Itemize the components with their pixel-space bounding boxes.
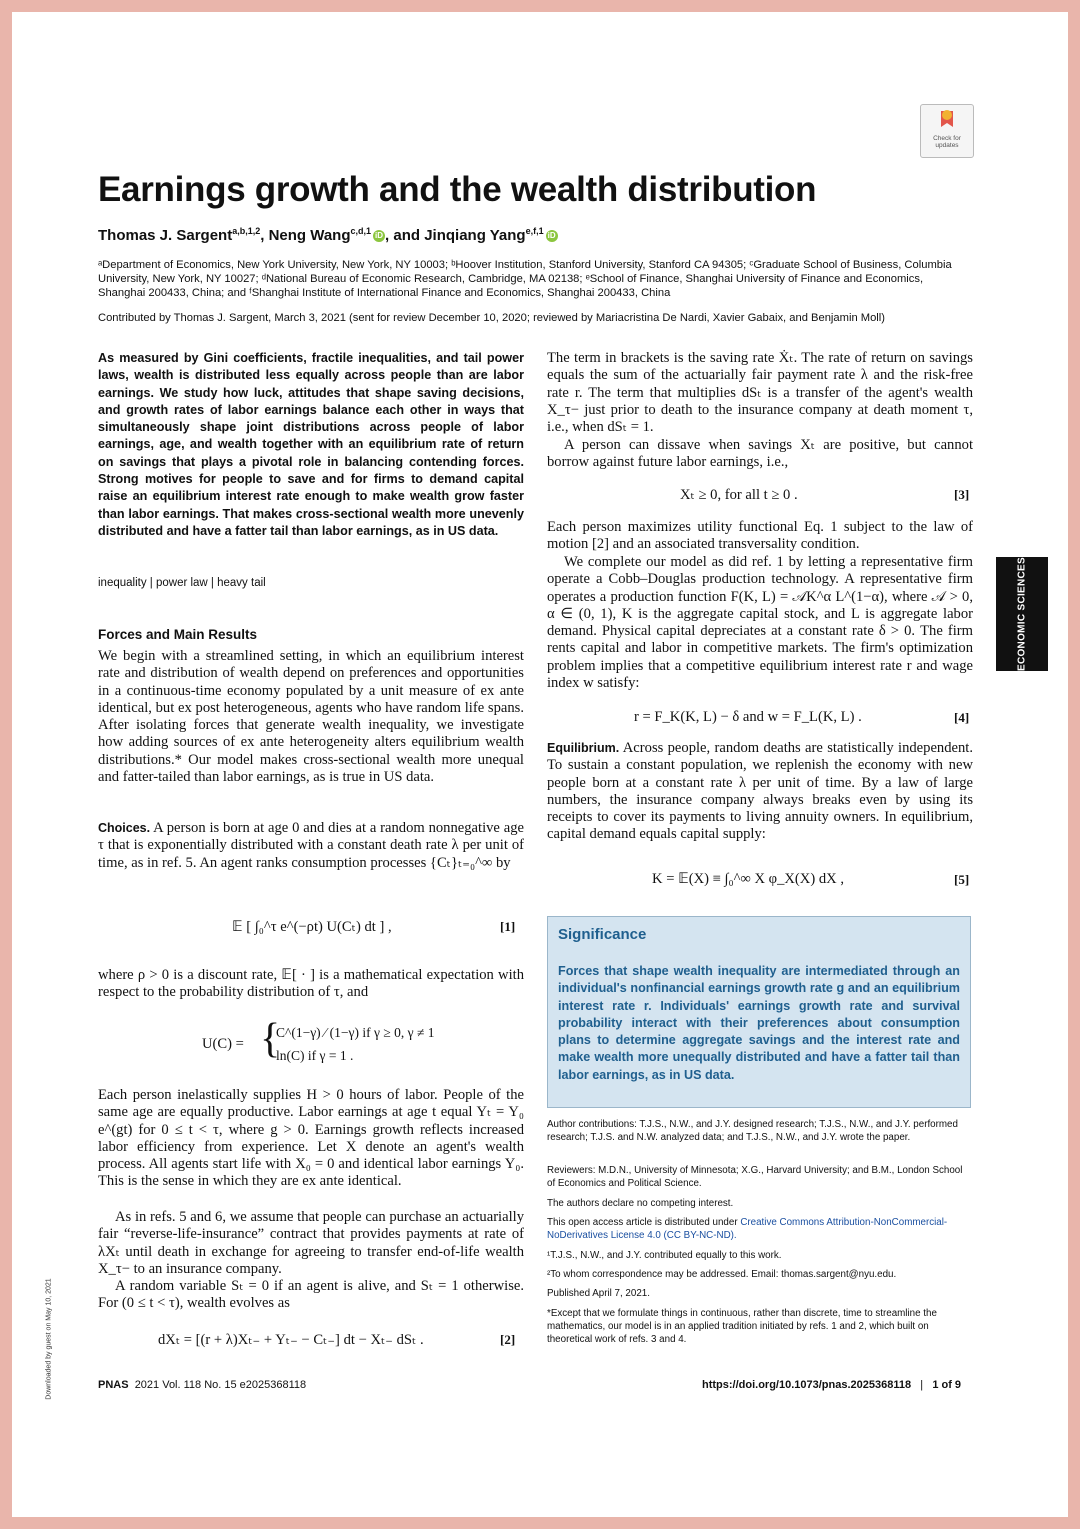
journal-name: PNAS xyxy=(98,1379,129,1391)
doi-link[interactable]: https://doi.org/10.1073/pnas.2025368118 xyxy=(702,1379,912,1391)
equation-5-number: [5] xyxy=(954,872,970,887)
orcid-icon[interactable]: iD xyxy=(547,231,556,241)
equation-utility-case-1: C^(1−γ) ⁄ (1−γ) if γ ≥ 0, γ ≠ 1 xyxy=(276,1025,435,1040)
right-paragraph-3: Each person maximizes utility functional Eq. 1 subject to the law of motion [2] and an associated transversality condition. xyxy=(547,519,973,553)
left-paragraph-5: A random variable Sₜ = 0 if an agent is alive, and Sₜ = 1 otherwise. For (0 ≤ t < τ), wealth evolves as xyxy=(98,1278,524,1312)
keywords: inequality | power law | heavy tail xyxy=(98,577,266,589)
paper-title: Earnings growth and the wealth distribution xyxy=(98,170,817,209)
orcid-icon[interactable]: iD xyxy=(375,231,384,241)
significance-heading: Significance xyxy=(558,926,647,943)
choices-paragraph: Choices. A person is born at age 0 and dies at a random nonnegative age τ that is exponentially distributed with a constant death rate λ per unit of time, as in ref. 5. An agent ranks consumption processes {Cₜ}ₜ₌₀^∞ by xyxy=(98,820,524,871)
equation-3-number: [3] xyxy=(954,487,970,502)
published-date: Published April 7, 2021. xyxy=(547,1288,650,1299)
left-paragraph-1: We begin with a streamlined setting, in which an equilibrium interest rate and distribution of wealth depend on preferences and opportunities in a continuous-time economy populated by a unit measure of ex ante identical, but ex post heterogeneous, agents who have random life spans. After isolating forces that generate wealth inequality, we investigate how adding sources of ex ante heterogeneity alters equilibrium wealth distributions.* Our model makes cross-sectional wealth more unequal and fatter-tailed than labor earnings, as is true in US data. xyxy=(98,648,524,786)
right-paragraph-1: The term in brackets is the saving rate Ẋₜ. The rate of return on savings equals the sum of the actuarially fair payment rate λ and the risk-free rate r. The term that multiplies dSₜ is a transfer of the agent's wealth X_τ− just prior to death to the insurance company at death moment τ, i.e., when dSₜ = 1. xyxy=(547,350,973,436)
badge-label: Check for updates xyxy=(933,135,961,149)
left-paragraph-3: Each person inelastically supplies H > 0 hours of labor. People of the same age are equally productive. Labor earnings at age t equal Yₜ = Y₀ e^(gt) for 0 ≤ t < τ, where g > 0. Earnings growth reflects increased labor efficiency from experience. Let X denote an agent's wealth process. All agents start life with X₀ = 0 and identical labor earnings Y₀. This is the sense in which they are ex ante identical. xyxy=(98,1087,524,1190)
choices-heading: Choices. xyxy=(98,821,151,835)
author-name[interactable]: Neng Wang xyxy=(268,227,351,244)
competing-interest-note: The authors declare no competing interest. xyxy=(547,1198,734,1209)
journal-footer: PNAS 2021 Vol. 118 No. 15 e2025368118 xyxy=(98,1379,307,1391)
equation-1-number: [1] xyxy=(500,919,516,934)
page-number: 1 of 9 xyxy=(932,1379,962,1391)
equation-utility-case-2: ln(C) if γ = 1 . xyxy=(276,1048,354,1063)
right-paragraph-4: We complete our model as did ref. 1 by letting a representative firm operate a Cobb–Douglas production technology. A representative firm operates a production function F(K, L) = 𝒜K^α L^(1−α), where 𝒜 > 0, α ∈ (0, 1), K is the aggregate capital stock, and L is aggregate labor demand. Physical capital depreciates at a constant rate δ > 0. The firm rents capital and labor in competitive markets. The firm's optimization problem implies that a competitive equilibrium interest rate r and wage index w satisfy: xyxy=(547,554,973,692)
abstract: As measured by Gini coefficients, fractile inequalities, and tail power laws, wealth is distributed less equally across people than are labor earnings. We study how luck, attitudes that shape saving decisions, and growth rates of labor earnings balance each other in ways that simultaneously shape joint distributions across people of labor earnings, age, and wealth together with an equilibrium rate of return on savings that plays a pivotal role in balancing contending forces. Strong motives for people to save and for firms to demand capital raise an equilibrium interest rate enough to make wealth grow faster than labor earnings. That makes cross-sectional wealth more unevenly distributed and have a fatter tail than labor earnings, as in US data. xyxy=(98,351,524,538)
doi-footer: https://doi.org/10.1073/pnas.2025368118 | 1 of 9 xyxy=(702,1379,962,1391)
footnote-star: *Except that we formulate things in continuous, rather than discrete, time to streamline the mathematics, our model is in an applied tradition initiated by refs. 1 and 2, which built on theoretical work of refs. 3 and 4. xyxy=(547,1308,937,1345)
download-note: Downloaded by guest on May 10, 2021 xyxy=(45,1278,53,1400)
author-list: Thomas J. Sargent$^{a,b,1,2}$, Neng Wang$^{c,d,1}$ iD , and Jinqiang Yang$^{e,f,1}$ iD xyxy=(98,226,556,244)
right-paragraph-2: A person can dissave when savings Xₜ are positive, but cannot borrow against future labor earnings, i.e., xyxy=(547,437,973,471)
equilibrium-paragraph: Equilibrium. Across people, random deaths are statistically independent. To sustain a constant population, we replenish the economy with new people born at a constant rate λ per unit of time. By a law of large numbers, the insurance company always breaks even by using its receipts to cover its payments to living annuity owners. In equilibrium, capital demand equals capital supply: xyxy=(547,740,973,843)
section-tab: ECONOMIC SCIENCES xyxy=(996,557,1048,671)
author-name[interactable]: Jinqiang Yang xyxy=(424,227,526,244)
equation-2-number: [2] xyxy=(500,1332,516,1347)
equation-2: dXₜ = [(r + λ)Xₜ₋ + Yₜ₋ − Cₜ₋] dt − Xₜ₋ dSₜ . xyxy=(158,1332,424,1348)
affiliations: ᵃDepartment of Economics, New York University, New York, NY 10003; ᵇHoover Institution, Stanford University, Stanford CA 94305; ᶜGraduate School of Business, Columbia University, New York, NY 10027; ᵈNational Bureau of Economic Research, Cambridge, MA 02138; ᵉSchool of Finance, Shanghai University of Finance and Economics, Shanghai 200433, China; and ᶠShanghai Institute of International Finance and Economics, Shanghai 200433, China xyxy=(98,259,952,299)
significance-text: Forces that shape wealth inequality are intermediated through an individual's nonfinancial earnings growth rate g and an equilibrium interest rate r. Individuals' earnings growth rate and survival probability interact with their preferences about consumption plans to determine aggregate savings and the interest rate and make wealth more unequally distributed and have a fatter tail than labor earnings, as in US data. xyxy=(558,964,960,1082)
brace: { xyxy=(260,1016,281,1062)
check-for-updates-badge[interactable] xyxy=(920,104,974,158)
equilibrium-heading: Equilibrium. xyxy=(547,741,620,755)
equation-utility-lhs: U(C) = xyxy=(202,1036,244,1052)
license-link[interactable]: Creative Commons Attribution-NonCommercial-NoDerivatives License 4.0 (CC BY-NC-ND). xyxy=(547,1217,948,1241)
footnote-2: ²To whom correspondence may be addressed. Email: thomas.sargent@nyu.edu. xyxy=(547,1269,897,1280)
author-name[interactable]: Thomas J. Sargent xyxy=(98,227,233,244)
equation-4-number: [4] xyxy=(954,710,970,725)
bookmark-icon xyxy=(921,105,973,135)
equation-3: Xₜ ≥ 0, for all t ≥ 0 . xyxy=(680,487,798,503)
equation-5: K = 𝔼(X) ≡ ∫₀^∞ X φ_X(X) dX , xyxy=(652,871,844,887)
paper-page xyxy=(12,12,1068,1517)
left-paragraph-4: As in refs. 5 and 6, we assume that people can purchase an actuarially fair “reverse-life-insurance” contract that provides payments at rate of λXₜ until death in exchange for agreeing to transfer end-of-life wealth X_τ− to an insurance company. xyxy=(98,1209,524,1277)
reviewers-note: Reviewers: M.D.N., University of Minnesota; X.G., Harvard University; and B.M., London School of Economics and Political Science. xyxy=(547,1165,963,1189)
footnote-1: ¹T.J.S., N.W., and J.Y. contributed equally to this work. xyxy=(547,1250,782,1261)
equation-1: 𝔼 [ ∫₀^τ e^(−ρt) U(Cₜ) dt ] , xyxy=(232,919,392,935)
contributed-line: Contributed by Thomas J. Sargent, March 3, 2021 (sent for review December 10, 2020; reviewed by Mariacristina De Nardi, Xavier Gabaix, and Benjamin Moll) xyxy=(98,312,886,324)
open-access-note: This open access article is distributed under Creative Commons Attribution-NonCommercial-NoDerivatives License 4.0 (CC BY-NC-ND). xyxy=(547,1217,948,1241)
equation-4: r = F_K(K, L) − δ and w = F_L(K, L) . xyxy=(634,709,862,725)
section-heading: Forces and Main Results xyxy=(98,627,258,642)
author-contributions: Author contributions: T.J.S., N.W., and J.Y. designed research; T.J.S., N.W., and J.Y. performed research; T.J.S. and N.W. analyzed data; and T.J.S., N.W., and J.Y. wrote the paper. xyxy=(547,1119,958,1143)
left-paragraph-2: where ρ > 0 is a discount rate, 𝔼[ · ] is a mathematical expectation with respect to the probability distribution of τ, and xyxy=(98,967,524,1001)
